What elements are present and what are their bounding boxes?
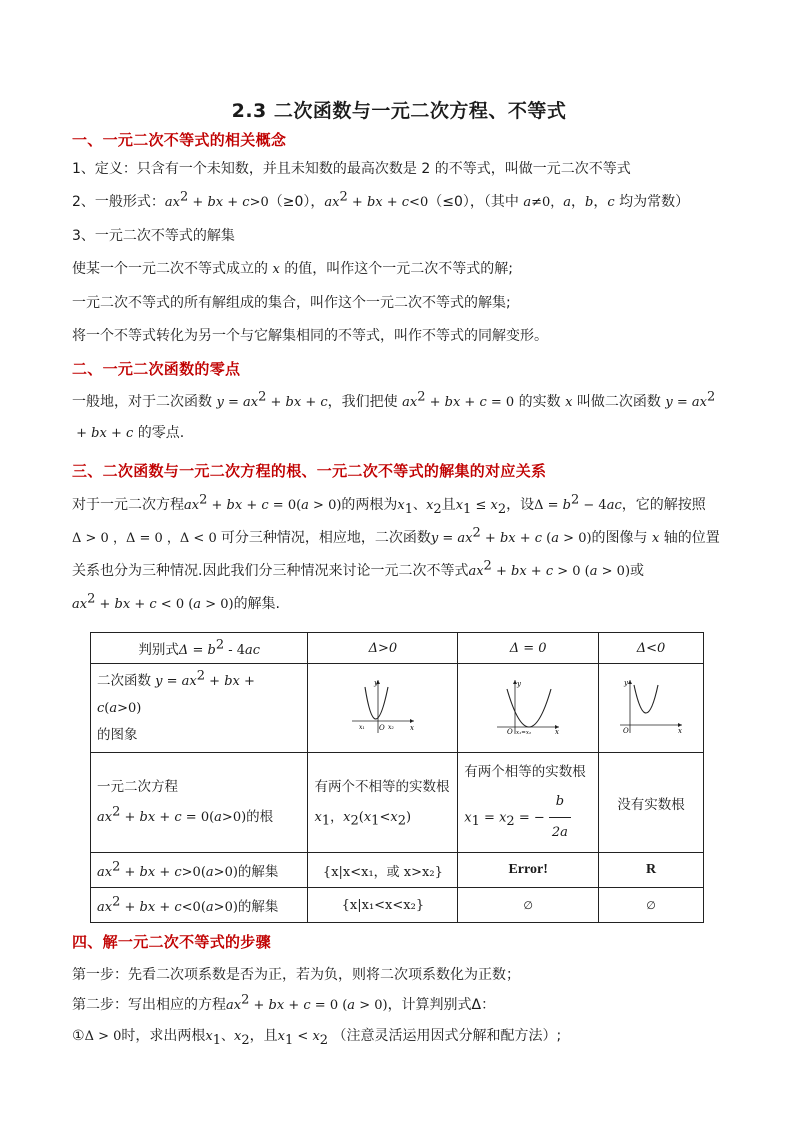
table-row-greater-than xyxy=(91,853,704,888)
graph-two-roots xyxy=(308,664,458,753)
solution-def-1: 使某一个一元二次不等式成立的 x 的值，叫作这个一元二次不等式的解; xyxy=(72,261,513,277)
graph-label: 二次函数 $y = ax^2$ + bx + c(a>0) 的图象 xyxy=(91,664,308,753)
graph-no-root xyxy=(599,664,704,753)
less-than-label: $ax^2$ + bx + c<0(a>0)的解集 xyxy=(91,888,308,923)
section2-heading: 二、一元二次函数的零点 xyxy=(72,360,241,378)
table-row-roots xyxy=(91,753,704,853)
general-form: 2、一般形式：$ax^2$ + bx + c>0（≥0），$ax^2$ + bx + c<0（≤0），（其中 a≠0，a，b，c 均为常数） xyxy=(72,189,690,210)
svg-text:x₁: x₁ xyxy=(358,724,365,731)
svg-text:O: O xyxy=(507,728,513,735)
less-than-two-roots: {x|x₁<x<x₂} xyxy=(308,888,458,923)
graph-one-root xyxy=(458,664,599,753)
roots-none: 没有实数根 xyxy=(599,753,704,853)
greater-than-no-root: R xyxy=(599,853,704,888)
parabola-no-root-graph xyxy=(616,677,686,735)
correspondence-table xyxy=(90,632,704,923)
table-header-row xyxy=(91,633,704,664)
roots-label: 一元二次方程 $ax^2$ + bx + c = 0(a>0)的根 xyxy=(91,753,308,853)
header-delta-negative: Δ<0 xyxy=(599,633,704,664)
parabola-one-root-graph xyxy=(493,677,563,735)
greater-than-two-roots: {x|x<x₁，或 x>x₂} xyxy=(308,853,458,888)
solution-def-2: 一元二次不等式的所有解组成的集合，叫作这个一元二次不等式的解集; xyxy=(72,295,511,311)
solution-set-heading: 3、一元二次不等式的解集 xyxy=(72,228,235,244)
svg-text:O: O xyxy=(378,724,385,732)
zero-definition: 一般地，对于二次函数 $y = ax^2$ + bx + c，我们把使 $ax^2$ + bx + c = 0 的实数 x 叫做二次函数 $y = ax^2$ + bx + c 的零点. xyxy=(72,389,716,441)
svg-text:y: y xyxy=(373,679,378,687)
definition: 1、定义：只含有一个未知数，并且未知数的最高次数是 2 的不等式，叫做一元二次不等式 xyxy=(72,161,631,177)
document-page xyxy=(72,96,726,1063)
svg-text:O: O xyxy=(623,727,629,735)
parabola-two-roots-graph xyxy=(348,677,418,735)
greater-than-label: $ax^2$ + bx + c>0(a>0)的解集 xyxy=(91,853,308,888)
page-title: 2.3 二次函数与一元二次方程、不等式 xyxy=(231,100,567,122)
section3-heading: 三、二次函数与一元二次方程的根、一元二次不等式的解集的对应关系 xyxy=(72,462,547,480)
svg-text:y: y xyxy=(517,680,522,688)
table-row-graph xyxy=(91,664,704,753)
greater-than-one-root: Error! xyxy=(458,853,599,888)
svg-text:x₁=x₂: x₁=x₂ xyxy=(516,730,532,735)
svg-text:x: x xyxy=(409,724,414,732)
svg-text:y: y xyxy=(624,679,628,687)
svg-text:x₂: x₂ xyxy=(387,724,394,731)
roots-two-distinct: 有两个不相等的实数根 $x_1$，$x_2(x_1<x_2)$ xyxy=(308,753,458,853)
header-delta-positive: Δ>0 xyxy=(308,633,458,664)
header-discriminant: 判别式$\Delta = b^2 - 4ac$ xyxy=(91,633,308,664)
roots-two-equal: 有两个相等的实数根 $x_1 = x_2$ = − $\frac{b}{2a}$ xyxy=(458,753,599,853)
less-than-no-root: ∅ xyxy=(599,888,704,923)
step-1: 第一步：先看二次项系数是否为正，若为负，则将二次项系数化为正数； xyxy=(72,967,520,983)
header-delta-zero: Δ = 0 xyxy=(458,633,599,664)
solution-def-3: 将一个不等式转化为另一个与它解集相同的不等式，叫作不等式的同解变形。 xyxy=(72,328,548,344)
svg-text:x: x xyxy=(555,728,560,735)
step-2: 第二步：写出相应的方程$ax^2$ + bx + c = 0 (a > 0)，计算判别式Δ： xyxy=(72,992,496,1013)
table-row-less-than xyxy=(91,888,704,923)
section4-heading: 四、解一元二次不等式的步骤 xyxy=(72,933,271,951)
step-3: ①Δ > 0时，求出两根$x_1$、$x_2$，且$x_1 < x_2$ （注意灵活运用因式分解和配方法）; xyxy=(72,1028,562,1048)
correspondence-paragraph: 对于一元二次方程$ax^2$ + bx + c = 0(a > 0)的两根为$x_1$、$x_2$且$x_1 \le x_2$，设$\Delta = b^2 - 4ac$，它的解按照 Δ > 0 ，Δ = 0 ，Δ < 0 可分三种情况，相应地，二次函数$y = ax^2$ + bx + c (a > 0)的图像与 x 轴的位置关系也分为三种情况.因此我们分三种情况来讨论一元二次不等式$ax^2$ + bx + c > 0 (a > 0)或 $ax^2$ + bx + c < 0 (a > 0)的解集. xyxy=(72,492,720,612)
section1-heading: 一、一元二次不等式的相关概念 xyxy=(72,131,287,149)
less-than-one-root: ∅ xyxy=(458,888,599,923)
svg-text:x: x xyxy=(678,727,682,735)
